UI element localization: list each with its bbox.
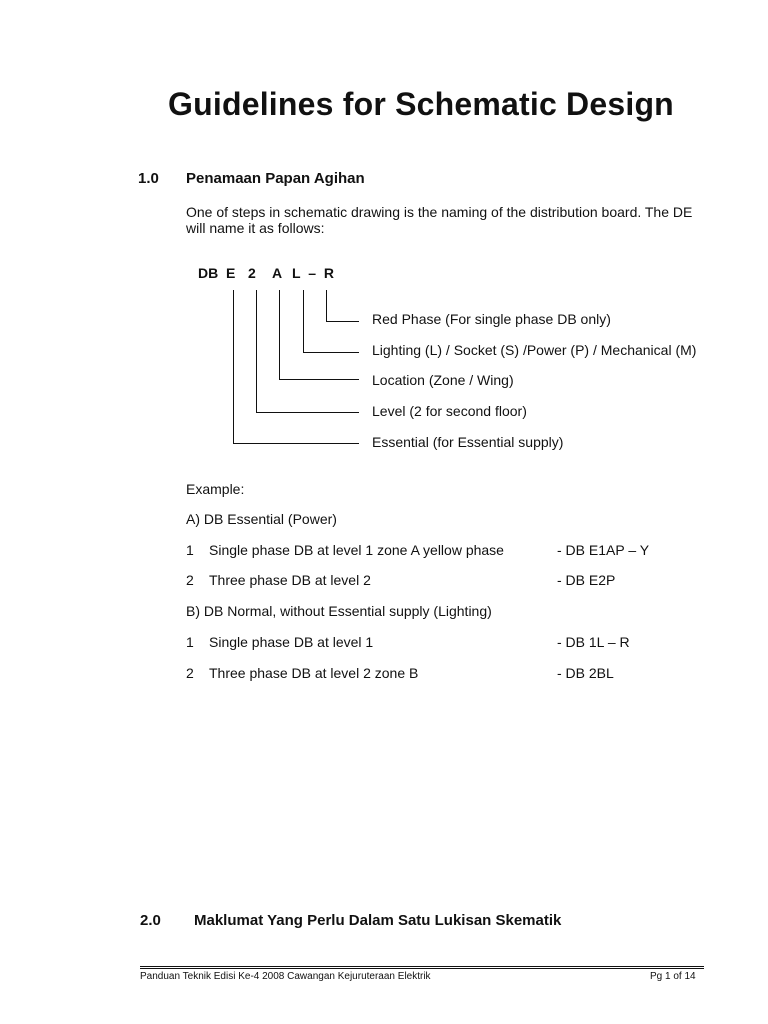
group-a-row-2-num: 2 <box>186 572 194 588</box>
connector-level <box>257 290 360 413</box>
connector-essential <box>234 290 360 444</box>
code-part-level: 2 <box>248 265 256 281</box>
section-2-heading: Maklumat Yang Perlu Dalam Satu Lukisan Skematik <box>194 912 562 929</box>
code-part-essential: E <box>226 265 236 281</box>
legend-level: Level (2 for second floor) <box>372 403 527 419</box>
group-a-row-1-num: 1 <box>186 542 194 558</box>
group-b-row-2-num: 2 <box>186 665 194 681</box>
code-part-db: DB <box>198 265 219 281</box>
example-label: Example: <box>186 481 245 497</box>
intro-line-1: One of steps in schematic drawing is the naming of the distribution board. The DE <box>186 204 693 220</box>
group-a-row-2-desc: Three phase DB at level 2 <box>209 572 371 588</box>
legend-location: Location (Zone / Wing) <box>372 372 514 388</box>
connector-location <box>280 290 360 380</box>
code-part-type: L – R <box>292 265 334 281</box>
group-a-row-2-code: - DB E2P <box>557 572 616 588</box>
section-2-number: 2.0 <box>140 912 161 929</box>
group-a-row-1-code: - DB E1AP – Y <box>557 542 650 558</box>
legend-essential: Essential (for Essential supply) <box>372 434 564 450</box>
group-b-heading: B) DB Normal, without Essential supply (Lighting) <box>186 603 492 619</box>
legend-red-phase: Red Phase (For single phase DB only) <box>372 311 611 327</box>
code-part-zone: A <box>272 265 283 281</box>
section-1-heading: Penamaan Papan Agihan <box>186 170 365 187</box>
page-title: Guidelines for Schematic Design <box>168 86 674 122</box>
footer-left: Panduan Teknik Edisi Ke-4 2008 Cawangan Kejuruteraan Elektrik <box>140 971 431 982</box>
group-b-row-1-desc: Single phase DB at level 1 <box>209 634 374 650</box>
section-1-number: 1.0 <box>138 170 159 187</box>
connector-red-phase <box>327 290 360 322</box>
group-b-row-1-num: 1 <box>186 634 194 650</box>
group-a-heading: A) DB Essential (Power) <box>186 511 337 527</box>
group-a-row-1-desc: Single phase DB at level 1 zone A yellow phase <box>209 542 504 558</box>
legend-lighting-socket: Lighting (L) / Socket (S) /Power (P) / Mechanical (M) <box>372 342 697 358</box>
intro-line-2: will name it as follows: <box>186 220 325 236</box>
group-b-row-2-desc: Three phase DB at level 2 zone B <box>209 665 419 681</box>
group-b-row-1-code: - DB 1L – R <box>557 634 630 650</box>
group-b-row-2-code: - DB 2BL <box>557 665 614 681</box>
footer-page-number: Pg 1 of 14 <box>650 971 696 982</box>
